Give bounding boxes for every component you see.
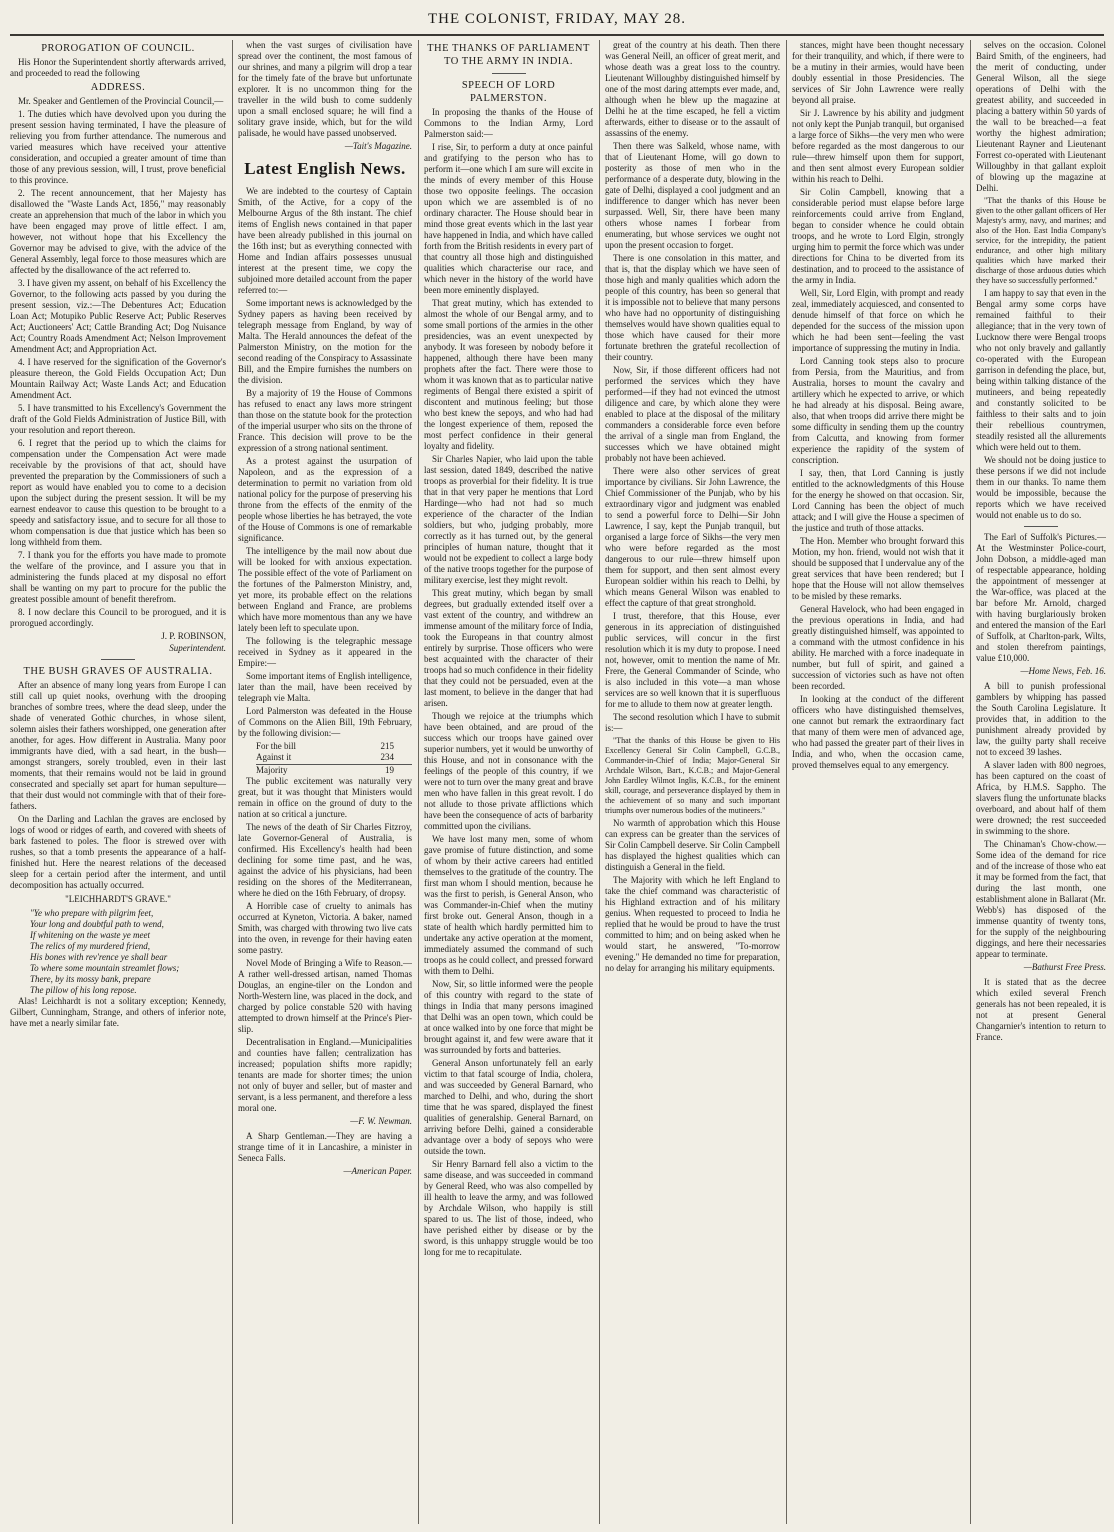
paragraph: In looking at the conduct of the different officers who have distinguished themselves, one cannot but remark the extraordinary fact that many of them were men of advanced age, who had passed the greater part of their lives in India, and who, when the occasion came, proved themselves equal to any emergency. [792,694,964,770]
column-5 [792,40,964,1524]
paragraph: Alas! Leichhardt is not a solitary exception; Kennedy, Gilbert, Cunningham, Strange, and others of inferior note, have met a nearly similar fate. [10,996,226,1028]
paragraph: 2. The recent announcement, that her Majesty has disallowed the "Waste Lands Act, 1856," may reasonably create an apprehension that much of the labor in which you have been engaged may prove of little effect. I am, however, not without hope that his Excellency the Governor may be advised to give, with the advice of the General Assembly, legal force to those measures which are affected by the disallowance of the act referred to. [10,188,226,275]
paragraph: A Horrible case of cruelty to animals has occurred at Kyneton, Victoria. A baker, named Smith, was charged with throwing two live cats into the oven, in revenge for their having eaten some pastry. [238,901,412,955]
source-credit: —Tait's Magazine. [344,141,412,151]
paragraph: 3. I have given my assent, on behalf of his Excellency the Governor, to the following acts passed by you during the present session, viz.:—The Debentures Act; Education Loan Act; Motupiko Public Reserve Act; Public Reserves Act; Auctioneers' Act; Cattle Branding Act; Dog Nuisance Act; Country Roads Amendment Act; Nelson Improvement Amendment Act; and Appropriation Act. [10,278,226,354]
column-rule [599,40,600,1524]
paragraph: The public excitement was naturally very great, but it was thought that Ministers would remain in office on the ground of duty to the nation at so critical a juncture. [238,776,412,819]
paragraph: The news of the death of Sir Charles Fitzroy, late Governor-General of Australia, is confirmed. His Excellency's health had been declining for some time past, and he was, against the advice of his physicians, had been residing on the shores of the Mediterranean, where he died on the 16th February, of dropsy. [238,822,412,898]
masthead [10,4,1104,36]
paragraph: Decentralisation in England.—Municipalities and counties have fallen; centralization has increased; population shifts more rapidly; tenants are made for shorter times; the union not only of buyer and seller, but of master and servant, is a less permanent, and therefore a less moral one. [238,1037,412,1113]
paragraph: General Anson unfortunately fell an early victim to that fatal scourge of India, cholera, and was succeeded by General Barnard, who marched to Delhi, and who, during the short time that he was spared, displayed the finest qualities of generalship. General Barnard, on arriving before Delhi, gained a considerable advantage over a body of sepoys who were outside the town. [424,1058,593,1156]
paragraph: stances, might have been thought necessary for their tranquility, and which, if there were to be a mutiny in their armies, would have been doubly essential in those Presidencies. The services of Sir John Lawrence were really beyond all praise. [792,40,964,105]
paragraph: Then there was Salkeld, whose name, with that of Lieutenant Home, will go down to posterity as those of men who in the performance of a desperate duty, blowing in the gate of Delhi, displayed a cool judgment and an indifference to danger which has never been surpassed. Well, Sir, there have been many others whose names I forbear from enumerating, but whose services we ought not upon the present occasion to forget. [605,141,780,250]
paragraph: The intelligence by the mail now about due will be looked for with anxious expectation. The possible effect of the vote of Parliament on the fortunes of the Palmerston Ministry, and, yet more, its probable effect on the relations between England and France, are problems which have more momentous than any we have lately been left to speculate upon. [238,546,412,633]
paragraph: Now, Sir, so little informed were the people of this country with regard to the state of things in India that many persons imagined that Delhi was an open town, which could be at once walked into by one force that might be brought against it, and few were aware that it was surrounded by forts and batteries. [424,979,593,1055]
paragraph: The second resolution which I have to submit is:— [605,712,780,733]
division-row: Against it 234 [256,752,394,762]
masthead-title: THE COLONIST, FRIDAY, MAY 28. [427,10,687,27]
paragraph: 1. The duties which have devolved upon you during the present session having terminated, I have the pleasure of relieving you from further attendance. The numerous and varied measures which have received your attentive consideration, and occupied a greater amount of time than those of any previous session, will, I trust, prove beneficial to this province. [10,109,226,185]
paragraph: I am happy to say that even in the Bengal army some corps have remained faithful to their allegiance; that in the very town of Lucknow there were Bengal troops who not only bravely and gallantly co-operated with the European garrison in defending the place, but, being within talking distance of the mutineers, and being repeatedly and constantly solicited to be faithless to their salts and to join their rebellious countrymen, steadily resisted all the allurements which were held out to them. [976,288,1106,452]
division-row: Majority 19 [256,764,412,776]
salutation: Mr. Speaker and Gentlemen of the Provincial Council,— [18,96,224,106]
poem-line: If whitening on the waste ye meet [30,930,150,940]
quoted-resolution: "That the thanks of this House be given to His Excellency General Sir Colin Campbell, G.C.B., Commander-in-Chief of India; Major-General Sir Archdale Wilson, Bart., K.C.B.; and Major-General John Eardley Wilmot Inglis, K.C.B., for the eminent skill, courage, and perseverance displayed by them in the achievement of so many and such important triumphs over numerous bodies of the mutineers." [605,736,780,815]
poem-line: The pillow of his long repose. [30,985,137,995]
poem-line: To where some mountain streamlet flows; [30,963,180,973]
paragraph: That great mutiny, which has extended to almost the whole of our Bengal army, and to some small portions of the armies in the other presidencies, was an event unexpected by anybody. It was foreseen by nobody before it happened, although there have been many prophets after the fact. There were those to whom it was known that as to particular native regiments of Bengal there existed a spirit of discontent and mutinous feeling; but those who best knew the sepoys, and who had had the longest experience of them, reposed the most perfect confidence in their general loyalty and fidelity. [424,298,593,451]
paragraph: Though we rejoice at the triumphs which have been obtained, and are proud of the success which our troops have gained over superior numbers, yet it would be unworthy of this House, and not in consonance with the feelings of the people of this country, if we were not to turn over the many great and brave men who have fallen in this great revolt. I do not allude to those private afflictions which have been the consequence of acts of barbarity committed upon the civilians. [424,711,593,831]
source-credit: —F. W. Newman. [350,1116,412,1126]
paragraph: We have lost many men, some of whom gave promise of future distinction, and some of whom by their active careers had entitled themselves to the gratitude of the country. The first man whom I should mention, because he was the first to perish, is General Anson, who was Commander-in-Chief when the mutiny first broke out. General Anson, though in a state of health which hardly permitted him to undertake any active operation at the moment, immediately assumed the command of such troops as he could collect, and pressed forward with them to Delhi. [424,834,593,976]
paragraph: selves on the occasion. Colonel Baird Smith, of the engineers, had the merit of conducting, under General Wilson, all the siege operations of Delhi with the greatest ability, and succeeded in placing a battery within 50 yards of the wall to be breached—a feat worthy the highest admiration; Lieutenant Rayner and Lieutenant Forrest co-operated with Lieutenant Willoughby in that gallant exploit of blowing up the magazine at Delhi. [976,40,1106,193]
divider [101,659,135,660]
paragraph: His Honor the Superintendent shortly afterwards arrived, and proceeded to read the following [10,57,226,78]
paragraph: There were also other services of great importance by civilians. Sir John Lawrence, the Chief Commissioner of the Punjab, who by his extraordinary vigor and judgment was enabled to send a powerful force to Delhi—Sir John Lawrence, I say, kept the Punjab tranquil, but organised a large force of Sikhs—the very men who were before regarded as the most dangerous to our rule—threw himself upon them for support, and then sent almost every European soldier within his reach to Delhi, by which means General Wilson was enabled to effect the capture of that great stronghold. [605,466,780,608]
paragraph: Sir J. Lawrence by his ability and judgment not only kept the Punjab tranquil, but organised a large force of Sikhs—the very men who were before regarded as the most dangerous to our rule—threw himself upon them for support, and then sent almost every European soldier within his reach to Delhi. [792,108,964,184]
poem-line: His bones with rev'rence ye shall bear [30,952,168,962]
column-4 [605,40,780,1524]
divider [492,73,526,74]
source-credit: —Bathurst Free Press. [1023,962,1106,972]
paragraph: when the vast surges of civilisation have spread over the continent, the most famous of our shrines, and many a pilgrim will drop a tear for the timely fate of the brave but unfortunate explorer. It is no uncommon thing for the traveller in the wild bush to come suddenly upon a small enclosed square; he will find a solitary grave inside, which, but for the wild palisade, he would have passed unobserved. [238,40,412,138]
paragraph: Lord Canning took steps also to procure from Persia, from the Mauritius, and from Australia, horses to mount the cavalry and artillery which he expected to arrive, or which he had already at his disposal. Being aware, also, that when troops did arrive there might be some difficulty in sending them up the country from Calcutta, and knowing from former experience the rapidity of the system of conscription. [792,356,964,465]
column-3 [424,40,593,1524]
paragraph: Well, Sir, Lord Elgin, with prompt and ready zeal, immediately acquiesced, and consented to denude himself of that force on which he depended for the success of the mission upon which he had been sent—feeling the vast importance of suppressing the mutiny in India. [792,288,964,353]
paragraph: 8. I now declare this Council to be prorogued, and it is prorogued accordingly. [10,607,226,628]
division-row: For the bill 215 [256,741,394,751]
source-credit: —Home News, Feb. 16. [1020,666,1106,676]
column-rule [232,40,233,1524]
paragraph: The Majority with which he left England to take the chief command was characteristic of his Highland extraction and of his military genius. When requested to proceed to India he replied that he would be proud to have the trust committed to him; and on being asked when he would start, he answered, "To-morrow evening." He demanded no time for preparation, no delay for arranging his military equipments. [605,875,780,973]
prorogation-heading: PROROGATION OF COUNCIL. [41,43,195,54]
paragraph: 5. I have transmitted to his Excellency's Government the draft of the Gold Fields Administration of Justice Bill, with your resolution and report thereon. [10,403,226,435]
paragraph: Sir Charles Napier, who laid upon the table last session, dated 1849, described the native troops as proverbial for their fidelity. It is true that in that very paper he mentions that Lord Hardinge—who had not had so much experience of the character of the Indian soldiers, but who, judging probably, more correctly as it has turned out, by the general principles of human nature, thought that it would not be expedient to collect a large body of the native troops together for the purpose of military exercise, lest they might revolt. [424,454,593,585]
paragraph: After an absence of many long years from Europe I can still call up quiet nooks, overhung with the drooping branches of sombre trees, where the dead sleep, under the shade of venerated Gothic churches, in whose silent, solemn aisles their fathers worshipped, one generation after another, for ages. How different in Australia. Many poor immigrants have died, with a sad heart, in the bush—amongst strangers, sorely troubled, even in their last moments, that their remains would not be laid in ground consecrated and specially set apart for human sepulture—that their dust would not commingle with that of their fore-fathers. [10,680,226,811]
signature: J. P. ROBINSON, [161,631,226,641]
speech-heading: SPEECH OF LORD PALMERSTON. [461,80,556,104]
paragraph: 7. I thank you for the efforts you have made to promote the welfare of the province, and I assure you that in administering the funds placed at my disposal no effort shall be wanting on my part to procure for the public the greatest possible amount of benefit therefrom. [10,550,226,604]
poem-line: "Ye who prepare with pilgrim feet, [30,908,154,918]
division-table [238,741,412,776]
source-credit: —American Paper. [343,1166,412,1176]
paragraph: There is one consolation in this matter, and that is, that the display which we have seen of those high and manly qualities which adorn the people of this country, has been so general that it is impossible not to believe that many persons who have had no opportunity of distinguishing themselves would have shown qualities equal to those which have caused for their more fortunate brethren the grateful recollection of their country. [605,253,780,362]
paragraph: Sir Colin Campbell, knowing that a considerable period must elapse before large reinforcements could arrive from England, began to consider whence he could obtain troops, and he wrote to Lord Elgin, strongly urging him to permit the force which was under directions for China to be diverted from its destination, and to proceed to the assistance of the army in India. [792,187,964,285]
column-rule [418,40,419,1524]
paragraph: By a majority of 19 the House of Commons has refused to enact any laws more stringent than those on the statute book for the protection of the imperial usurper who sits on the throne of France. This decision will prove to be the expression of a strong national sentiment. [238,388,412,453]
paragraph: It is stated that as the decree which exiled several French generals has not been repealed, it is not at present General Changarnier's intention to return to France. [976,977,1106,1042]
paragraph: 4. I have reserved for the signification of the Governor's pleasure thereon, the Gold Fields Occupation Act; Dun Mountain Railway Act; Waste Lands Act; and Education Amendment Act. [10,357,226,400]
divider [1024,526,1058,527]
paragraph: Novel Mode of Bringing a Wife to Reason.—A rather well-dressed artisan, named Thomas Douglas, an engine-tiler on the London and North-Western line, was placed in the dock, and charged by police constable 520 with having attempted to drown himself at the Prince's Pier-slip. [238,958,412,1034]
paragraph: Sir Henry Barnard fell also a victim to the same disease, and was succeeded in command by General Reed, who was also compelled by ill health to leave the army, and was followed by Archdale Wilson, who happily is still spared to us. The list of those, indeed, who have perished either by disease or by the sword, is this unhappy struggle would be too long for me to recapitulate. [424,1159,593,1257]
paragraph: 6. I regret that the period up to which the claims for compensation under the Compensation Act were made receivable by the provisions of that act, should have prevented the preparation by the Commissioners of such a report as would have enabled you to come to a decision upon the subject during the present session. It will be my earnest endeavor to cause this question to be brought to a speedy and satisfactory issue, and to secure for all those to whom compensation is due that justice which has been so long withheld from them. [10,438,226,547]
column-rule [786,40,787,1524]
paragraph: We should not be doing justice to these persons if we did not include them in our thanks. To name them would be impossible, because the reports which we have received would not enable us to do so. [976,455,1106,520]
paragraph: A slaver laden with 800 negroes, has been captured on the coast of Africa, by H.M.S. Sappho. The slavers flung the unfortunate blacks overboard, and about half of them were drowned; the rest succeeded in swimming to the shore. [976,760,1106,836]
column-rule [970,40,971,1524]
paragraph: Lord Palmerston was defeated in the House of Commons on the Alien Bill, 19th February, by the following division:— [238,706,412,738]
paragraph: The Chinaman's Chow-chow.—Some idea of the demand for rice and of the increase of those who eat it may be formed from the fact, that during the last month, one establishment alone in Ballarat (Mr. Webb's) has disposed of the immense quantity of twenty tons, for the supply of the neighbouring diggings, and here their necessaries appear to terminate. [976,839,1106,959]
paragraph: We are indebted to the courtesy of Captain Smith, of the Active, for a copy of the Melbourne Argus of the 8th instant. The chief items of English news contained in that paper have been already published in this journal on the 16th inst; but as everything connected with Home and Indian affairs possesses unusual interest at the present time, we copy the subjoined more detailed account from the paper referred to:— [238,186,412,295]
column-2 [238,40,412,1524]
paragraph: I rise, Sir, to perform a duty at once painful and gratifying to the person who has to perform it—one which I am sure will excite in the minds of every member of this House those two opposite feelings. The occasion upon which we are assembled is of no ordinary character. The House should bear in mind those great events which in the last year have happened in India, and which have called forth from the British residents in every part of that country all those high and distinguished qualities which characterise our race, and which never in the history of the world have been more eminently displayed. [424,142,593,295]
poem-line: The relics of my murdered friend, [30,941,150,951]
column-6 [976,40,1106,1524]
quoted-resolution: "That the thanks of this House be given to the other gallant officers of Her Majesty's army, navy, and marines; and also of the Hon. East India Company's service, for the intrepidity, the patient endurance, and other high military qualities which have marked their discharge of those arduous duties which they have so successfully performed." [976,196,1106,285]
paragraph: The following is the telegraphic message received in Sydney as it appeared in the Empire:— [238,636,412,668]
paragraph: Some important news is acknowledged by the Sydney papers as having been received by telegraph message from England, by way of Malta. The Herald announces the defeat of the Palmerston Ministry, on the motion for the second reading of the Conspiracy to Assassinate Bill, and the Empire furnishes the numbers on the division. [238,298,412,385]
paragraph: This great mutiny, which began by small degrees, but gradually extended itself over a vast extent of the country, and withdrew an immense amount of the military force of India, took the Europeans in that country almost entirely by surprise. Those officers who were best acquainted with the character of their troops had so much confidence in their fidelity that they could not be persuaded, even at the last moment, to believe in the danger that had arisen. [424,588,593,708]
paragraph: A Sharp Gentleman.—They are having a strange time of it in Lancashire, a minister in Seneca Falls. [238,1131,412,1163]
paragraph: Now, Sir, if those different officers had not performed the services which they have performed—if they had not evinced the utmost diligence and care, by which alone they were enabled to place at the disposal of the military commanders a considerable force even before the arrival of a single man from England, the successes which we have obtained might probably not have been achieved. [605,365,780,463]
paragraph: On the Darling and Lachlan the graves are enclosed by logs of wood or ridges of earth, and covered with sheets of bark fastened to poles. The floor is strewed over with rushes, so that a tomb presents the appearance of a half-finished hut. Here the nearest relations of the deceased sleep for a certain period after the interment, and until decomposition has actually occurred. [10,814,226,890]
latest-english-news-heading: Latest English News. [244,159,406,178]
signature-title: Superintendent. [169,643,226,653]
address-heading: ADDRESS. [90,82,146,93]
bush-graves-heading: THE BUSH GRAVES OF AUSTRALIA. [23,666,213,677]
poem-line: There, by its mossy bank, prepare [30,974,151,984]
thanks-heading: THE THANKS OF PARLIAMENT TO THE ARMY IN INDIA. [427,43,590,67]
paragraph: The Earl of Suffolk's Pictures.—At the Westminster Police-court, John Dobson, a middle-aged man of respectable appearance, holding the appointment of messenger at the War-office, was placed at the bar before Mr. Arnold, charged with having burglariously broken and entered the mansion of the Earl of Suffolk, at Charlton-park, Wilts, and stolen therefrom paintings, value £10,000. [976,532,1106,663]
paragraph: In proposing the thanks of the House of Commons to the Indian Army, Lord Palmerston said:— [424,107,593,139]
paragraph: I trust, therefore, that this House, ever generous in its appreciation of distinguished public services, will concur in the first resolution which it is my duty to propose. I need not, however, omit to mention the name of Mr. Frere, the General Commander of Scinde, who is also included in this vote—a man whose services are so well known that it is superfluous for me to allude to them now at greater length. [605,611,780,709]
paragraph: General Havelock, who had been engaged in the previous operations in India, and had greatly distinguished himself, was appointed to a command with the utmost confidence in his ability. He marched with a force inadequate in number, but full of spirit, and gained a succession of victories such as have not often been recorded. [792,604,964,691]
paragraph: I say, then, that Lord Canning is justly entitled to the acknowledgments of this House for the energy he showed on that occasion. Sir, Lord Canning has been the object of much attack; and I will give the House a specimen of the justice and truth of those attacks. [792,468,964,533]
paragraph: No warmth of approbation which this House can express can be greater than the services of Sir Colin Campbell deserve. Sir Colin Campbell has displayed the highest qualities which can distinguish a General in the field. [605,818,780,872]
paragraph: As a protest against the usurpation of Napoleon, and as the expression of a determination to permit no variation from old national policy for the purpose of preserving his throne from the effects of the enmity of the people whose liberties he has betrayed, the vote of the House of Commons is one of remarkable significance. [238,456,412,543]
poem-title: "LEICHHARDT'S GRAVE." [65,894,171,904]
paragraph: Some important items of English intelligence, later than the mail, have been received by telegraph vie Malta. [238,671,412,703]
poem [10,894,226,996]
paragraph: great of the country at his death. Then there was General Neill, an officer of great merit, and whose death was a great loss to the country. Lieutenant Willoughby distinguished himself by one of the most daring attempts ever made, and, although when he blew up the magazine at Delhi he at the time escaped, he fell a victim afterwards, either to disease or to the assault of assassins of the enemy. [605,40,780,138]
paragraph: A bill to punish professional gamblers by whipping has passed the South Carolina Legislature. It provides that, in addition to the punishment already provided by law, the guilty party shall receive not to exceed 39 lashes. [976,681,1106,757]
column-1 [10,40,226,1524]
paragraph: The Hon. Member who brought forward this Motion, my hon. friend, would not wish that it should be supposed that I undervalue any of the great services that have been rendered; but I hope that the House will not allow themselves to be misled by these remarks. [792,536,964,601]
poem-line: Your long and doubtful path to wend, [30,919,164,929]
